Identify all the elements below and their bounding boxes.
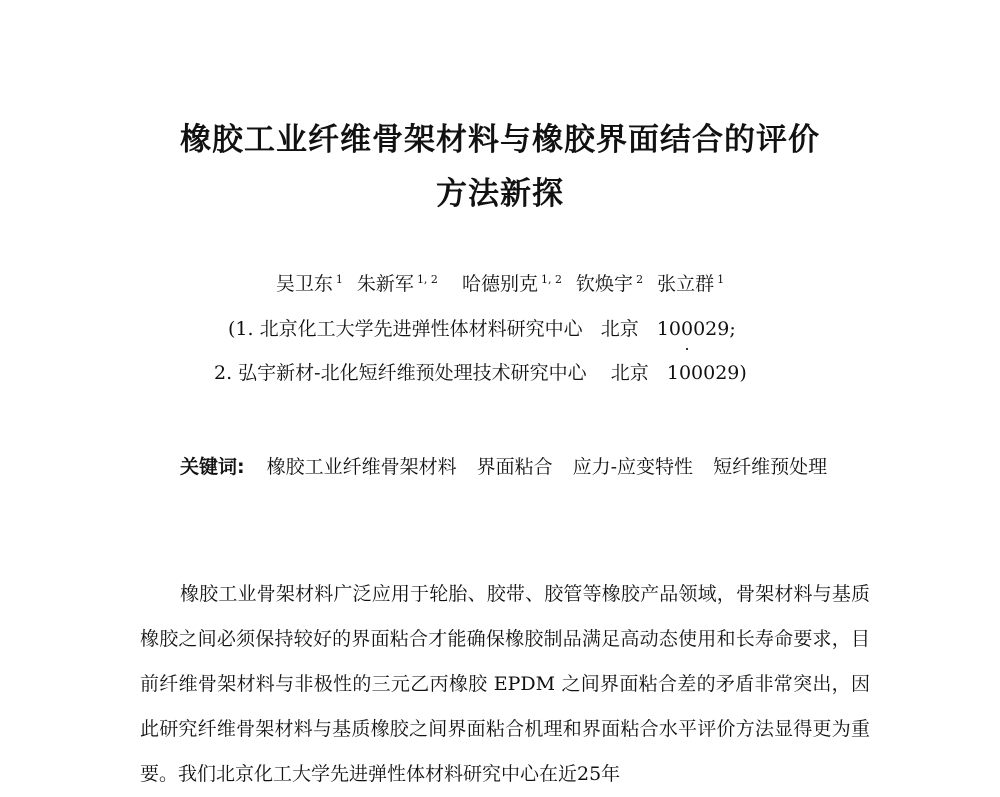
keyword: 应力-应变特性	[572, 456, 694, 478]
author-affiliation-mark: 1, 2	[416, 273, 438, 286]
affiliation-1: (1. 北京化工大学先进弹性体材料研究中心 北京 100029;	[228, 318, 736, 340]
author	[576, 273, 643, 295]
author-name: 吴卫东	[275, 273, 333, 296]
author-affiliation-mark: 1	[717, 273, 725, 286]
author-name: 朱新军	[356, 273, 414, 296]
keyword: 界面粘合	[476, 456, 553, 478]
author-name: 哈德别克	[461, 273, 538, 296]
author-name: 张立群	[657, 273, 715, 296]
body-paragraph: 橡胶工业骨架材料广泛应用于轮胎、胶带、胶管等橡胶产品领域，骨架材料与基质橡胶之间必须保持较好的界面粘合才能确保橡胶制品满足高动态使用和长寿命要求，目前纤维骨架材料与非极性的三元乙丙橡胶 EPDM 之间界面粘合差的矛盾非常突出，因此研究纤维骨架材料与基质橡胶之间界面粘合机理和界面粘合水平评价方法显得更为重要。我们北京化工大学先进弹性体材料研究中心在近25年	[140, 583, 870, 785]
author-affiliation-mark: 1	[335, 273, 343, 286]
author-affiliation-mark: 1, 2	[541, 273, 562, 286]
author-affiliation-mark: 2	[636, 273, 644, 286]
scan-speck	[686, 348, 688, 350]
keyword: 短纤维预处理	[713, 456, 828, 478]
paper-title-line-1: 橡胶工业纤维骨架材料与橡胶界面结合的评价	[180, 122, 820, 158]
author	[462, 273, 562, 295]
keywords	[140, 445, 870, 490]
paper-title-line-2: 方法新探	[436, 176, 564, 212]
author	[657, 273, 724, 295]
author-name: 钦焕宇	[576, 273, 634, 296]
author-list	[0, 266, 1000, 298]
affiliation-2: 2. 弘宇新材-北化短纤维预处理技术研究中心 北京 100029)	[214, 362, 747, 384]
keyword: 橡胶工业纤维骨架材料	[266, 456, 457, 478]
keywords-label: 关键词:	[180, 456, 245, 478]
author	[357, 273, 438, 295]
author	[276, 273, 343, 295]
